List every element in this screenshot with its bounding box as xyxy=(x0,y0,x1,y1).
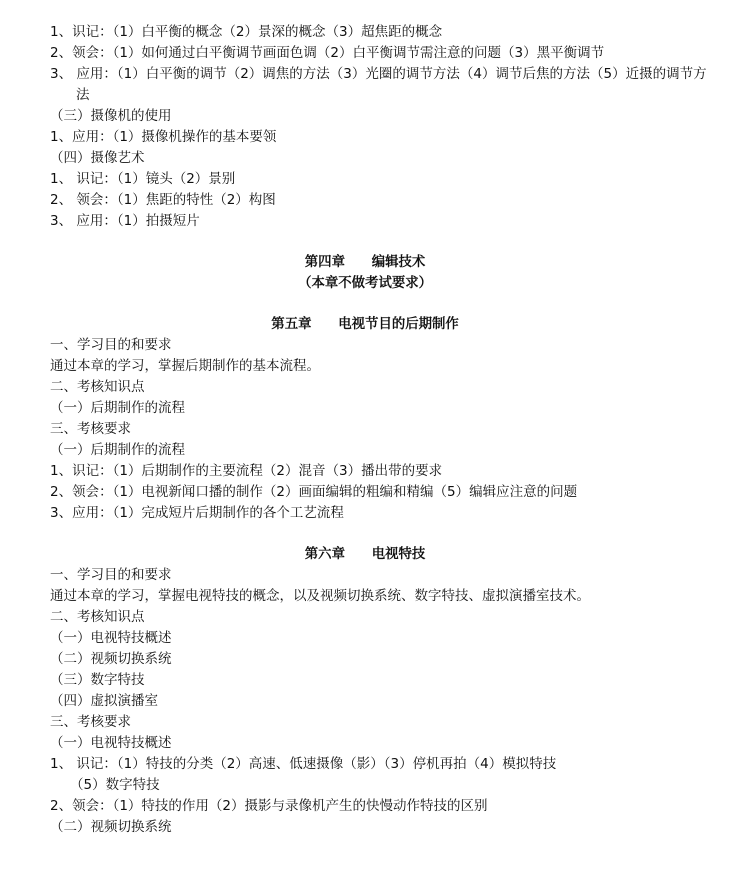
text-line: （三）数字特技 xyxy=(50,672,145,688)
text-line: 2、领会：（1）电视新闻口播的制作（2）画面编辑的粗编和精编（5）编辑应注意的问题 xyxy=(50,484,578,500)
section-heading: 二、考核知识点 xyxy=(50,609,145,625)
text-line: 2、领会：（1）如何通过白平衡调节画面色调（2）白平衡调节需注意的问题（3）黑平衡调节 xyxy=(50,45,605,61)
text-line: 1、 识记：（1）特技的分类（2）高速、低速摄像（影）（3）停机再拍（4）模拟特技 xyxy=(50,756,557,772)
text-line: 2、 领会：（1）焦距的特性（2）构图 xyxy=(50,192,276,208)
text-line: （一）电视特技概述 xyxy=(50,630,172,646)
section-heading: 二、考核知识点 xyxy=(50,379,145,395)
text-line: 2、领会：（1）特技的作用（2）摄影与录像机产生的快慢动作特技的区别 xyxy=(50,798,488,814)
text-line: 法 xyxy=(76,87,90,103)
chapter-title: 第五章 电视节目的后期制作 xyxy=(271,316,459,332)
section-heading: 三、考核要求 xyxy=(50,714,131,730)
text-line: 通过本章的学习，掌握电视特技的概念，以及视频切换系统、数字特技、虚拟演播室技术。 xyxy=(50,588,590,604)
text-line: 通过本章的学习，掌握后期制作的基本流程。 xyxy=(50,358,320,374)
section-heading: （三）摄像机的使用 xyxy=(50,108,172,124)
text-line: 1、识记：（1）白平衡的概念（2）景深的概念（3）超焦距的概念 xyxy=(50,24,443,40)
text-line: （5）数字特技 xyxy=(70,777,160,793)
chapter-subtitle: （本章不做考试要求） xyxy=(298,275,433,291)
chapter-title: 第六章 电视特技 xyxy=(304,546,426,562)
section-heading: 一、学习目的和要求 xyxy=(50,567,172,583)
section-heading: （四）摄像艺术 xyxy=(50,150,145,166)
text-line: 3、应用：（1）完成短片后期制作的各个工艺流程 xyxy=(50,505,344,521)
text-line: （一）电视特技概述 xyxy=(50,735,172,751)
chapter-title: 第四章 编辑技术 xyxy=(304,254,426,270)
text-line: （二）视频切换系统 xyxy=(50,651,172,667)
text-line: 3、 应用：（1）白平衡的调节（2）调焦的方法（3）光圈的调节方法（4）调节后焦的方法（5）近摄的调节方 xyxy=(50,66,707,82)
text-line: （二）视频切换系统 xyxy=(50,819,172,835)
text-line: （四）虚拟演播室 xyxy=(50,693,158,709)
text-line: 3、 应用：（1）拍摄短片 xyxy=(50,213,200,229)
text-line: 1、 识记：（1）镜头（2）景别 xyxy=(50,171,236,187)
text-line: 1、应用：（1）摄像机操作的基本要领 xyxy=(50,129,277,145)
text-line: （一）后期制作的流程 xyxy=(50,400,185,416)
section-heading: 一、学习目的和要求 xyxy=(50,337,172,353)
text-line: （一）后期制作的流程 xyxy=(50,442,185,458)
section-heading: 三、考核要求 xyxy=(50,421,131,437)
text-line: 1、识记：（1）后期制作的主要流程（2）混音（3）播出带的要求 xyxy=(50,463,443,479)
